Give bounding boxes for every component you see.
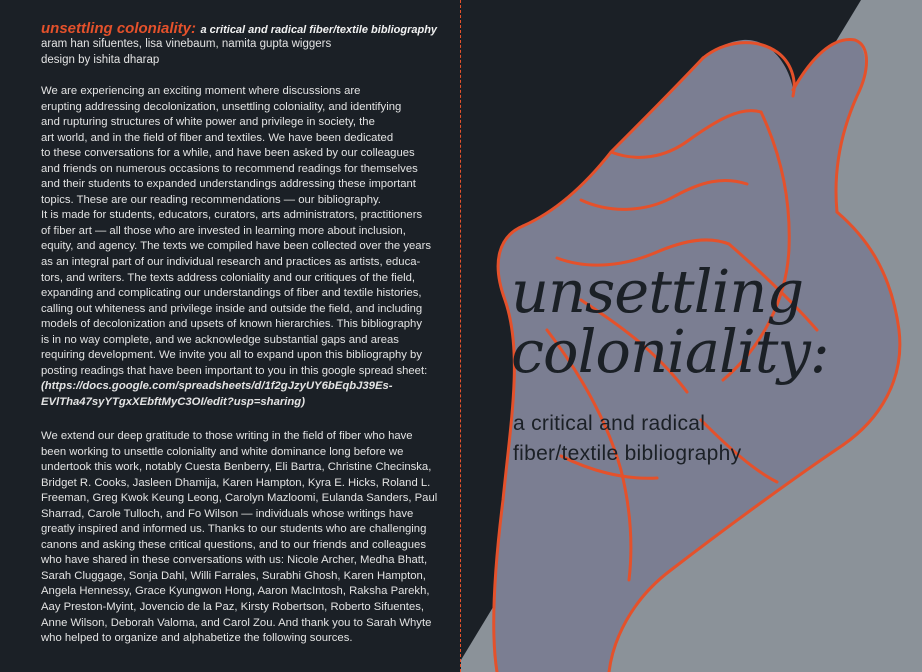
intro-line: of fiber art — all those who are invested in learning more about inclusion,	[41, 224, 406, 237]
thanks-line: Freeman, Greg Kwok Keung Leong, Carolyn Mazloomi, Eulanda Sanders, Paul	[41, 492, 438, 505]
thanks-line: Bridget R. Cooks, Jasleen Dhamija, Karen Hampton, Kyra E. Hicks, Roland L.	[41, 476, 431, 489]
intro-line: equity, and agency. The texts we compiled have been collected over the years	[41, 240, 431, 253]
intro-line: and friends on numerous occasions to recommend readings for themselves	[41, 162, 418, 175]
intro-line: tors, and writers. The texts address coloniality and our critiques of the field,	[41, 271, 416, 284]
design-credit: design by ishita dharap	[41, 54, 160, 66]
cover-title-line1: unsettling	[511, 257, 804, 326]
intro-line: calling out whiteness and privilege inside and outside the field, and including	[41, 302, 423, 315]
intro-line: posting readings that have been important to you in this google spread sheet:	[41, 364, 428, 377]
thanks-line: been working to unsettle coloniality and white dominance long before we	[41, 445, 404, 458]
intro-line: art world, and in the field of fiber and textiles. We have been dedicated	[41, 131, 394, 144]
spreadsheet-link[interactable]: EVlTha47syYTgxXEbftMyC3OI/edit?usp=sharing)	[41, 395, 305, 408]
thanks-line: Sarah Cluggage, Sonja Dahl, Willi Farrales, Surabhi Ghosh, Karen Hampton,	[41, 569, 426, 582]
intro-line: and their students to expanded understandings addressing these important	[41, 178, 416, 191]
thanks-line: undertook this work, notably Cuesta Benberry, Eli Bartra, Christine Checinska,	[41, 461, 432, 474]
spreadsheet-link[interactable]: (https://docs.google.com/spreadsheets/d/1f2gJzyUY6bEqbJ39Es-	[41, 380, 393, 393]
thanks-line: We extend our deep gratitude to those writing in the field of fiber who have	[41, 430, 413, 442]
authors-credit: aram han sifuentes, lisa vinebaum, namita gupta wiggers	[41, 38, 332, 50]
intro-line: to these conversations for a while, and have been asked by our colleagues	[41, 147, 415, 160]
intro-line: expanding and complicating our understandings of fiber and textile histories,	[41, 287, 422, 300]
intro-line: is in no way complete, and we acknowledge substantial gaps and areas	[41, 333, 399, 346]
title-rest: a critical and radical fiber/textile bibliography	[200, 24, 438, 36]
front-cover-panel	[461, 0, 922, 672]
cover-subtitle-line1: a critical and radical	[513, 412, 706, 435]
back-cover-panel	[0, 0, 460, 672]
intro-line: It is made for students, educators, curators, arts administrators, practitioners	[41, 209, 423, 222]
intro-line: as an integral part of our individual research and practices as artists, educa-	[41, 256, 421, 269]
intro-paragraph	[41, 84, 459, 410]
intro-line: models of decolonization and upsets of known hierarchies. This bibliography	[41, 318, 422, 331]
intro-line: erupting addressing decolonization, unsettling coloniality, and identifying	[41, 100, 402, 113]
thanks-line: who have shared in these conversations with us: Nicole Archer, Medha Bhatt,	[41, 554, 428, 567]
thanks-paragraph	[41, 429, 459, 647]
cover-title-line2: coloniality:	[511, 317, 829, 386]
thanks-line: canons and asking these critical questions, and to our friends and colleagues	[41, 538, 426, 551]
thanks-line: Anne Wilson, Deborah Valoma, and Carol Zou. And thank you to Sarah Whyte	[41, 616, 432, 629]
thanks-line: Sharrad, Carole Tulloch, and Fo Wilson — individuals whose writings have	[41, 507, 414, 520]
intro-line: requiring development. We invite you all to expand upon this bibliography by	[41, 349, 422, 362]
intro-line: topics. These are our reading recommendations — our bibliography.	[41, 193, 381, 206]
thanks-line: who helped to organize and alphabetize the following sources.	[41, 632, 353, 645]
cover-subtitle-line2: fiber/textile bibliography	[513, 442, 742, 465]
intro-line: We are experiencing an exciting moment where discussions are	[41, 85, 361, 97]
thanks-line: Aay Preston-Myint, Jovencio de la Paz, Kirsty Robertson, Roberto Sifuentes,	[41, 601, 425, 614]
thanks-line: greatly inspired and informed us. Thanks to our students who are challenging	[41, 523, 427, 536]
intro-line: and rupturing structures of white power and privilege in society, the	[41, 116, 375, 129]
thanks-line: Angela Hennessy, Grace Kyungwon Hong, Aaron MacIntosh, Raksha Parekh,	[41, 585, 430, 598]
title-main: unsettling coloniality:	[41, 20, 197, 37]
